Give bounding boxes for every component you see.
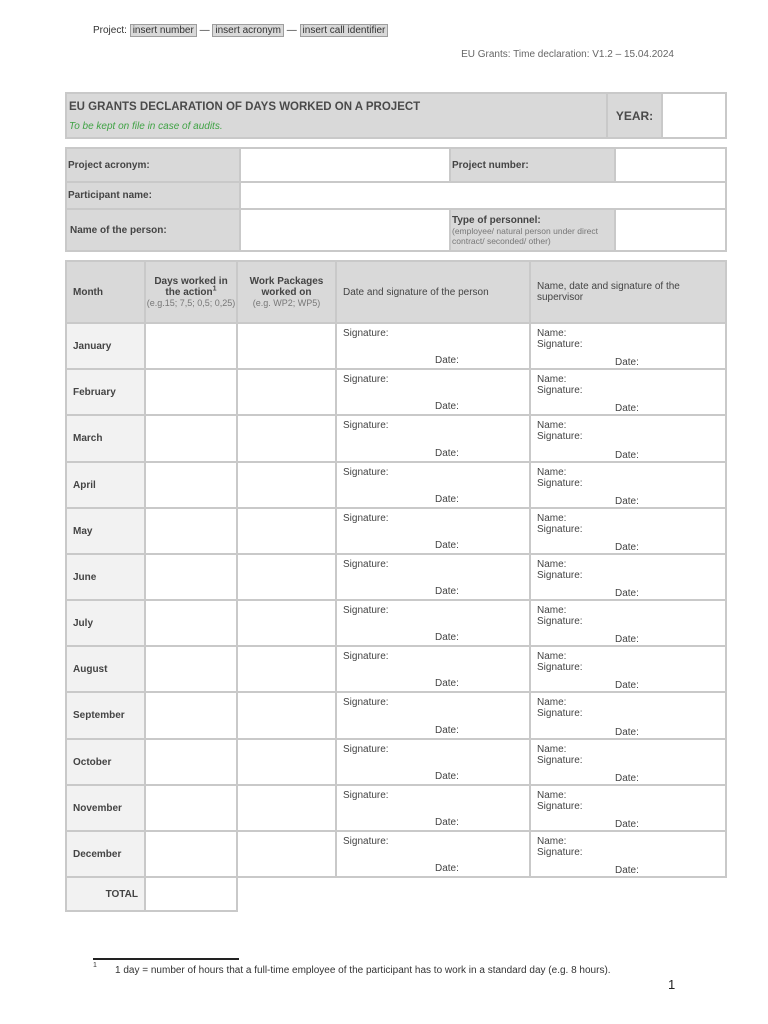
project-number-placeholder[interactable]: insert number [130, 24, 197, 37]
footnote-mark: 1 [93, 962, 97, 969]
person-signature-cell[interactable] [336, 600, 530, 646]
date-label: Date: [615, 819, 639, 830]
date-label: Date: [615, 450, 639, 461]
work-packages-field[interactable] [237, 600, 336, 646]
footnote-text: 1 day = number of hours that a full-time employee of the participant has to work in a standard day (e.g. 8 hours). [115, 965, 611, 976]
year-label: YEAR: [607, 93, 662, 138]
month-label: September [66, 692, 145, 739]
month-rows [66, 323, 726, 877]
month-label: April [66, 462, 145, 508]
supervisor-name-label: Name: [537, 697, 567, 708]
title-cell [66, 93, 607, 138]
date-label: Date: [615, 865, 639, 876]
month-label: May [66, 508, 145, 554]
table-row [66, 739, 726, 785]
month-label: March [66, 415, 145, 462]
days-worked-field[interactable] [145, 462, 237, 508]
signature-label: Signature: [537, 339, 583, 350]
year-field[interactable] [662, 93, 726, 138]
col-header-month: Month [66, 261, 145, 323]
table-row [66, 785, 726, 831]
date-label: Date: [435, 355, 459, 366]
separator: — [196, 25, 213, 36]
col-header-supervisor: Name, date and signature of the supervisor [530, 261, 726, 323]
title-table [65, 92, 727, 139]
date-label: Date: [435, 725, 459, 736]
date-label: Date: [615, 357, 639, 368]
page-title: EU GRANTS DECLARATION OF DAYS WORKED ON A PROJECT [69, 100, 421, 113]
date-label: Date: [435, 401, 459, 412]
total-label: TOTAL [66, 877, 145, 911]
project-acronym-field[interactable] [240, 148, 450, 182]
work-packages-field[interactable] [237, 554, 336, 600]
days-worked-field[interactable] [145, 554, 237, 600]
signature-label: Signature: [537, 662, 583, 673]
participant-name-label: Participant name: [66, 182, 240, 209]
person-signature-cell[interactable] [336, 415, 530, 462]
supervisor-name-label: Name: [537, 467, 567, 478]
audit-note: To be kept on file in case of audits. [69, 120, 223, 132]
personnel-type-label-cell [450, 209, 615, 251]
date-label: Date: [615, 727, 639, 738]
supervisor-name-label: Name: [537, 328, 567, 339]
days-worked-field[interactable] [145, 600, 237, 646]
col-header-wp [237, 261, 336, 323]
month-label: December [66, 831, 145, 877]
work-packages-field[interactable] [237, 323, 336, 369]
signature-label: Signature: [537, 385, 583, 396]
month-label: January [66, 323, 145, 369]
project-number-label: Project number: [450, 148, 615, 182]
table-row [66, 831, 726, 877]
date-label: Date: [615, 680, 639, 691]
personnel-type-note: (employee/ natural person under direct contract/ seconded/ other) [452, 225, 598, 246]
signature-label: Signature: [537, 847, 583, 858]
person-signature-cell[interactable] [336, 646, 530, 692]
supervisor-name-label: Name: [537, 790, 567, 801]
days-worked-field[interactable] [145, 692, 237, 739]
days-worked-field[interactable] [145, 739, 237, 785]
supervisor-signature-cell[interactable] [530, 785, 726, 831]
person-signature-cell[interactable] [336, 692, 530, 739]
date-label: Date: [435, 494, 459, 505]
date-label: Date: [435, 863, 459, 874]
supervisor-signature-cell[interactable] [530, 739, 726, 785]
month-label: June [66, 554, 145, 600]
col-header-person: Date and signature of the person [336, 261, 530, 323]
signature-label: Signature: [343, 744, 389, 755]
signature-label: Signature: [537, 431, 583, 442]
supervisor-signature-cell[interactable] [530, 462, 726, 508]
date-label: Date: [615, 496, 639, 507]
supervisor-name-label: Name: [537, 374, 567, 385]
days-worked-field[interactable] [145, 323, 237, 369]
supervisor-name-label: Name: [537, 605, 567, 616]
supervisor-name-label: Name: [537, 559, 567, 570]
month-label: August [66, 646, 145, 692]
date-label: Date: [615, 773, 639, 784]
date-label: Date: [435, 632, 459, 643]
work-packages-field[interactable] [237, 739, 336, 785]
signature-label: Signature: [343, 651, 389, 662]
work-packages-field[interactable] [237, 785, 336, 831]
person-info-table [65, 147, 727, 252]
page-number: 1 [668, 977, 676, 992]
table-row [66, 369, 726, 415]
col-header-days [145, 261, 237, 323]
document-version: EU Grants: Time declaration: V1.2 – 15.04.2024 [461, 49, 674, 60]
signature-label: Signature: [343, 697, 389, 708]
signature-label: Signature: [343, 420, 389, 431]
supervisor-name-label: Name: [537, 651, 567, 662]
personnel-type-field[interactable] [615, 209, 726, 251]
person-signature-cell[interactable] [336, 739, 530, 785]
table-row [66, 323, 726, 369]
work-packages-field[interactable] [237, 831, 336, 877]
footnote-ref: 1 [212, 285, 217, 293]
project-acronym-label: Project acronym: [66, 148, 240, 182]
personnel-type-label: Type of personnel: [452, 214, 541, 226]
table-row [66, 508, 726, 554]
participant-name-field[interactable] [240, 182, 726, 209]
supervisor-name-label: Name: [537, 513, 567, 524]
footnote-divider [93, 958, 239, 960]
total-row-spacer [237, 877, 726, 911]
signature-label: Signature: [537, 755, 583, 766]
signature-label: Signature: [343, 790, 389, 801]
signature-label: Signature: [537, 570, 583, 581]
project-acronym-placeholder[interactable]: insert acronym [212, 24, 284, 37]
signature-label: Signature: [343, 836, 389, 847]
month-label: July [66, 600, 145, 646]
supervisor-signature-cell[interactable] [530, 369, 726, 415]
date-label: Date: [615, 634, 639, 645]
signature-label: Signature: [343, 559, 389, 570]
person-signature-cell[interactable] [336, 323, 530, 369]
days-worked-field[interactable] [145, 785, 237, 831]
signature-label: Signature: [537, 616, 583, 627]
month-label: October [66, 739, 145, 785]
signature-label: Signature: [343, 374, 389, 385]
person-name-label: Name of the person: [66, 209, 240, 251]
supervisor-signature-cell[interactable] [530, 508, 726, 554]
month-label: February [66, 369, 145, 415]
person-name-field[interactable] [240, 209, 450, 251]
work-packages-field[interactable] [237, 646, 336, 692]
supervisor-signature-cell[interactable] [530, 600, 726, 646]
work-packages-field[interactable] [237, 692, 336, 739]
signature-label: Signature: [343, 328, 389, 339]
project-number-field[interactable] [615, 148, 726, 182]
date-label: Date: [435, 678, 459, 689]
signature-label: Signature: [343, 467, 389, 478]
supervisor-signature-cell[interactable] [530, 415, 726, 462]
date-label: Date: [615, 588, 639, 599]
days-worked-table [65, 260, 727, 912]
date-label: Date: [435, 586, 459, 597]
date-label: Date: [435, 771, 459, 782]
call-identifier-placeholder[interactable]: insert call identifier [300, 24, 389, 37]
table-row [66, 415, 726, 462]
days-worked-field[interactable] [145, 646, 237, 692]
person-signature-cell[interactable] [336, 831, 530, 877]
days-worked-field[interactable] [145, 508, 237, 554]
work-packages-field[interactable] [237, 462, 336, 508]
days-worked-field[interactable] [145, 369, 237, 415]
date-label: Date: [435, 448, 459, 459]
supervisor-signature-cell[interactable] [530, 831, 726, 877]
table-row [66, 600, 726, 646]
date-label: Date: [435, 540, 459, 551]
col-header-wp-label: Work Packages worked on [249, 275, 324, 298]
signature-label: Signature: [537, 708, 583, 719]
person-signature-cell[interactable] [336, 462, 530, 508]
date-label: Date: [435, 817, 459, 828]
table-row [66, 692, 726, 739]
table-row [66, 462, 726, 508]
days-worked-field[interactable] [145, 415, 237, 462]
work-packages-field[interactable] [237, 508, 336, 554]
work-packages-field[interactable] [237, 415, 336, 462]
supervisor-signature-cell[interactable] [530, 554, 726, 600]
supervisor-name-label: Name: [537, 836, 567, 847]
supervisor-name-label: Name: [537, 420, 567, 431]
table-row [66, 554, 726, 600]
person-signature-cell[interactable] [336, 785, 530, 831]
date-label: Date: [615, 403, 639, 414]
supervisor-signature-cell[interactable] [530, 323, 726, 369]
project-reference-line [93, 25, 388, 36]
supervisor-signature-cell[interactable] [530, 646, 726, 692]
total-days-field[interactable] [145, 877, 237, 911]
work-packages-field[interactable] [237, 369, 336, 415]
days-worked-field[interactable] [145, 831, 237, 877]
signature-label: Signature: [537, 478, 583, 489]
signature-label: Signature: [537, 801, 583, 812]
person-signature-cell[interactable] [336, 554, 530, 600]
col-header-days-label: Days worked in the action [154, 275, 228, 298]
signature-label: Signature: [343, 513, 389, 524]
date-label: Date: [615, 542, 639, 553]
supervisor-name-label: Name: [537, 744, 567, 755]
person-signature-cell[interactable] [336, 508, 530, 554]
signature-label: Signature: [537, 524, 583, 535]
table-row [66, 646, 726, 692]
person-signature-cell[interactable] [336, 369, 530, 415]
col-header-days-hint: (e.g.15; 7,5; 0,5; 0,25) [146, 297, 236, 308]
col-header-wp-hint: (e.g. WP2; WP5) [252, 297, 321, 308]
separator: — [283, 25, 300, 36]
project-prefix: Project: [93, 25, 130, 36]
month-label: November [66, 785, 145, 831]
signature-label: Signature: [343, 605, 389, 616]
supervisor-signature-cell[interactable] [530, 692, 726, 739]
